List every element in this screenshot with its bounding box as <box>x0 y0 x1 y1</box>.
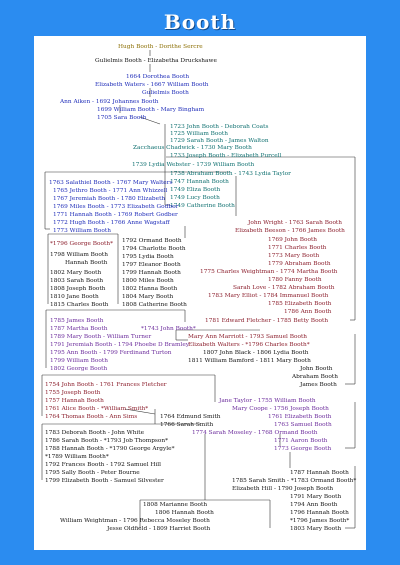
person-entry: 1773 William Booth <box>53 228 111 234</box>
person-entry: 1787 Martha Booth <box>50 326 108 332</box>
person-entry: 1705 Sara Booth <box>97 115 147 121</box>
person-entry: 1771 Charles Booth <box>268 245 327 251</box>
person-entry: 1729 Sarah Booth - James Walton <box>170 138 269 144</box>
person-entry: 1779 Abraham Booth <box>268 261 331 267</box>
person-entry: 1794 Charlotte Booth <box>122 246 186 252</box>
person-entry: Ann Aiken - 1692 Johannes Booth <box>60 99 159 105</box>
person-entry: 1772 Hugh Booth - 1766 Anne Wagstaff <box>53 220 170 226</box>
person-entry: 1802 George Booth <box>50 366 108 372</box>
person-entry: 1755 Joseph Booth <box>45 390 101 396</box>
person-entry: 1791 Jeremiah Booth - 1794 Phoebe D Bramley <box>50 342 190 348</box>
person-entry: 1771 Hannah Booth - 1769 Robert Godber <box>53 212 178 218</box>
person-entry: 1792 Ormand Booth <box>122 238 182 244</box>
person-entry: 1774 Sarah Moseley - 1768 Ormand Booth <box>192 430 318 436</box>
person-entry: 1738 Abraham Booth - 1743 Lydia Taylor <box>170 171 291 177</box>
person-entry: 1799 Hannah Booth <box>122 270 181 276</box>
person-entry: 1773 George Booth <box>274 446 332 452</box>
person-entry: 1791 Mary Booth <box>290 494 342 500</box>
person-entry: 1739 Lydia Webster - 1739 William Booth <box>132 162 255 168</box>
person-entry: 1785 James Booth <box>50 318 104 324</box>
person-entry: *1789 William Booth* <box>45 454 109 460</box>
person-entry: 1811 William Bamford - 1811 Mary Booth <box>188 358 311 364</box>
person-entry: Elizabeth Hill - 1790 Joseph Booth <box>232 486 334 492</box>
person-entry: 1789 Mary Booth - William Turner <box>50 334 152 340</box>
person-entry: 1749 Lucy Booth <box>170 195 220 201</box>
person-entry: 1764 Thomas Booth - Ann Sims <box>45 414 138 420</box>
person-entry: 1783 Mary Elliot - 1784 Immanuel Booth <box>208 293 329 299</box>
person-entry: Gulielmis Booth - Elizabetha Druckshawe <box>95 58 217 64</box>
person-entry: 1792 Frances Booth - 1792 Samuel Hill <box>45 462 162 468</box>
person-entry: 1795 Sally Booth - Peter Bourne <box>45 470 140 476</box>
person-entry: 1794 Ann Booth <box>290 502 338 508</box>
person-entry: 1804 Mary Booth <box>122 294 174 300</box>
person-entry: 1773 Mary Booth <box>268 253 320 259</box>
person-entry: *1743 John Booth* <box>141 326 196 332</box>
person-entry: 1723 John Booth - Deborah Coats <box>170 124 269 130</box>
person-entry: 1757 Hannah Booth <box>45 398 104 404</box>
person-entry: 1664 Dorothea Booth <box>126 74 190 80</box>
person-entry: William Weightman - 1796 Rebecca Moseley Booth <box>60 518 210 524</box>
person-entry: Mary Coope - 1756 Joseph Booth <box>232 406 329 412</box>
person-entry: 1769 Miles Booth - 1773 Elizabeth Godber <box>53 204 179 210</box>
person-entry: 1763 Salathiel Booth - 1767 Mary Walters <box>49 180 173 186</box>
person-entry: Jesse Oldfield - 1809 Harriet Booth <box>107 526 211 532</box>
person-entry: 1787 Hannah Booth <box>290 470 349 476</box>
person-entry: 1699 William Booth - Mary Bingham <box>97 107 205 113</box>
person-entry: Elizabeth Waters - 1667 William Booth <box>95 82 209 88</box>
person-entry: 1786 Ann Booth <box>284 309 332 315</box>
person-entry: 1798 William Booth <box>50 252 108 258</box>
person-entry: 1797 Eleanor Booth <box>122 262 181 268</box>
person-entry: Sarah Love - 1782 Abraham Booth <box>233 285 335 291</box>
person-entry: 1783 Deborah Booth - John White <box>45 430 145 436</box>
person-entry: Gulielmis Booth <box>142 90 189 96</box>
person-entry: *1796 James Booth* <box>290 518 350 524</box>
person-entry: 1765 Jethro Booth - 1771 Ann Whizzell <box>53 188 168 194</box>
person-entry: 1725 William Booth <box>170 131 228 137</box>
person-entry: 1808 Marianne Booth <box>143 502 208 508</box>
person-entry: 1808 Catherine Booth <box>122 302 187 308</box>
person-entry: Jane Taylor - 1755 William Booth <box>219 398 316 404</box>
person-entry: 1785 Elizabeth Booth <box>268 301 332 307</box>
person-entry: 1761 Alice Booth - *William Smith* <box>45 406 149 412</box>
person-entry: Hugh Booth - Dorithe Sercre <box>118 44 203 50</box>
person-entry: 1769 John Booth <box>268 237 318 243</box>
person-entry: 1815 Charles Booth <box>50 302 109 308</box>
person-entry: 1800 Miles Booth <box>122 278 174 284</box>
person-entry: 1802 Mary Booth <box>50 270 102 276</box>
person-entry: 1795 Ann Booth - 1799 Ferdinand Turton <box>50 350 172 356</box>
person-entry: 1799 William Booth <box>50 358 108 364</box>
person-entry: 1749 Eliza Booth <box>170 187 221 193</box>
person-entry: 1803 Mary Booth <box>290 526 342 532</box>
person-entry: 1807 John Black - 1806 Lydia Booth <box>203 350 309 356</box>
person-entry: 1761 Elizabeth Booth <box>268 414 332 420</box>
person-entry: 1747 Hannah Booth <box>170 179 229 185</box>
person-entry: Mary Ann Marriott - 1793 Samuel Booth <box>188 334 308 340</box>
person-entry: 1754 John Booth - 1761 Frances Fletcher <box>45 382 167 388</box>
person-entry: 1749 Catherine Booth <box>170 203 235 209</box>
person-entry: 1808 Joseph Booth <box>50 286 106 292</box>
person-entry: 1766 Sarah Smith <box>160 422 214 428</box>
person-entry: 1795 Lydia Booth <box>122 254 174 260</box>
person-entry: 1806 Hannah Booth <box>155 510 214 516</box>
page-title: Booth <box>163 10 237 34</box>
person-entry: James Booth <box>300 382 337 388</box>
person-entry: John Booth <box>300 366 333 372</box>
person-entry: 1767 Jeremiah Booth - 1780 Elizabeth <box>53 196 166 202</box>
person-entry: 1785 Sarah Smith - *1783 Ormand Booth* <box>232 478 357 484</box>
person-entry: Hannah Booth <box>65 260 108 266</box>
person-entry: Zacchaeus Chadwick - 1730 Mary Booth <box>133 145 252 151</box>
person-entry: Elizabeth Walters - *1796 Charles Booth* <box>188 342 310 348</box>
person-entry: 1781 Edward Fletcher - 1785 Betty Booth <box>205 318 329 324</box>
person-entry: 1799 Elizabeth Booth - Samuel Silvester <box>45 478 164 484</box>
person-entry: 1763 Samuel Booth <box>274 422 332 428</box>
person-entry: Abraham Booth <box>292 374 338 380</box>
person-entry: 1733 Joseph Booth - Elizabeth Purcell <box>170 153 282 159</box>
person-entry: Elizabeth Beeson - 1766 James Booth <box>235 228 345 234</box>
person-entry: 1803 Sarah Booth <box>50 278 104 284</box>
person-entry: John Wright - 1763 Sarah Booth <box>248 220 342 226</box>
person-entry: 1771 Aaron Booth <box>274 438 328 444</box>
person-entry: 1764 Edmund Smith <box>160 414 221 420</box>
person-entry: 1786 Sarah Booth - *1793 Job Thompson* <box>45 438 169 444</box>
person-entry: 1780 Fanny Booth <box>268 277 322 283</box>
person-entry: 1788 Hannah Booth - *1790 George Argyle* <box>45 446 175 452</box>
person-entry: 1796 Hannah Booth <box>290 510 349 516</box>
person-entry: 1810 Jane Booth <box>50 294 99 300</box>
person-entry: 1802 Hanna Booth <box>122 286 178 292</box>
person-entry: 1775 Charles Weightman - 1774 Martha Booth <box>200 269 338 275</box>
person-entry: *1796 George Booth* <box>50 241 114 247</box>
